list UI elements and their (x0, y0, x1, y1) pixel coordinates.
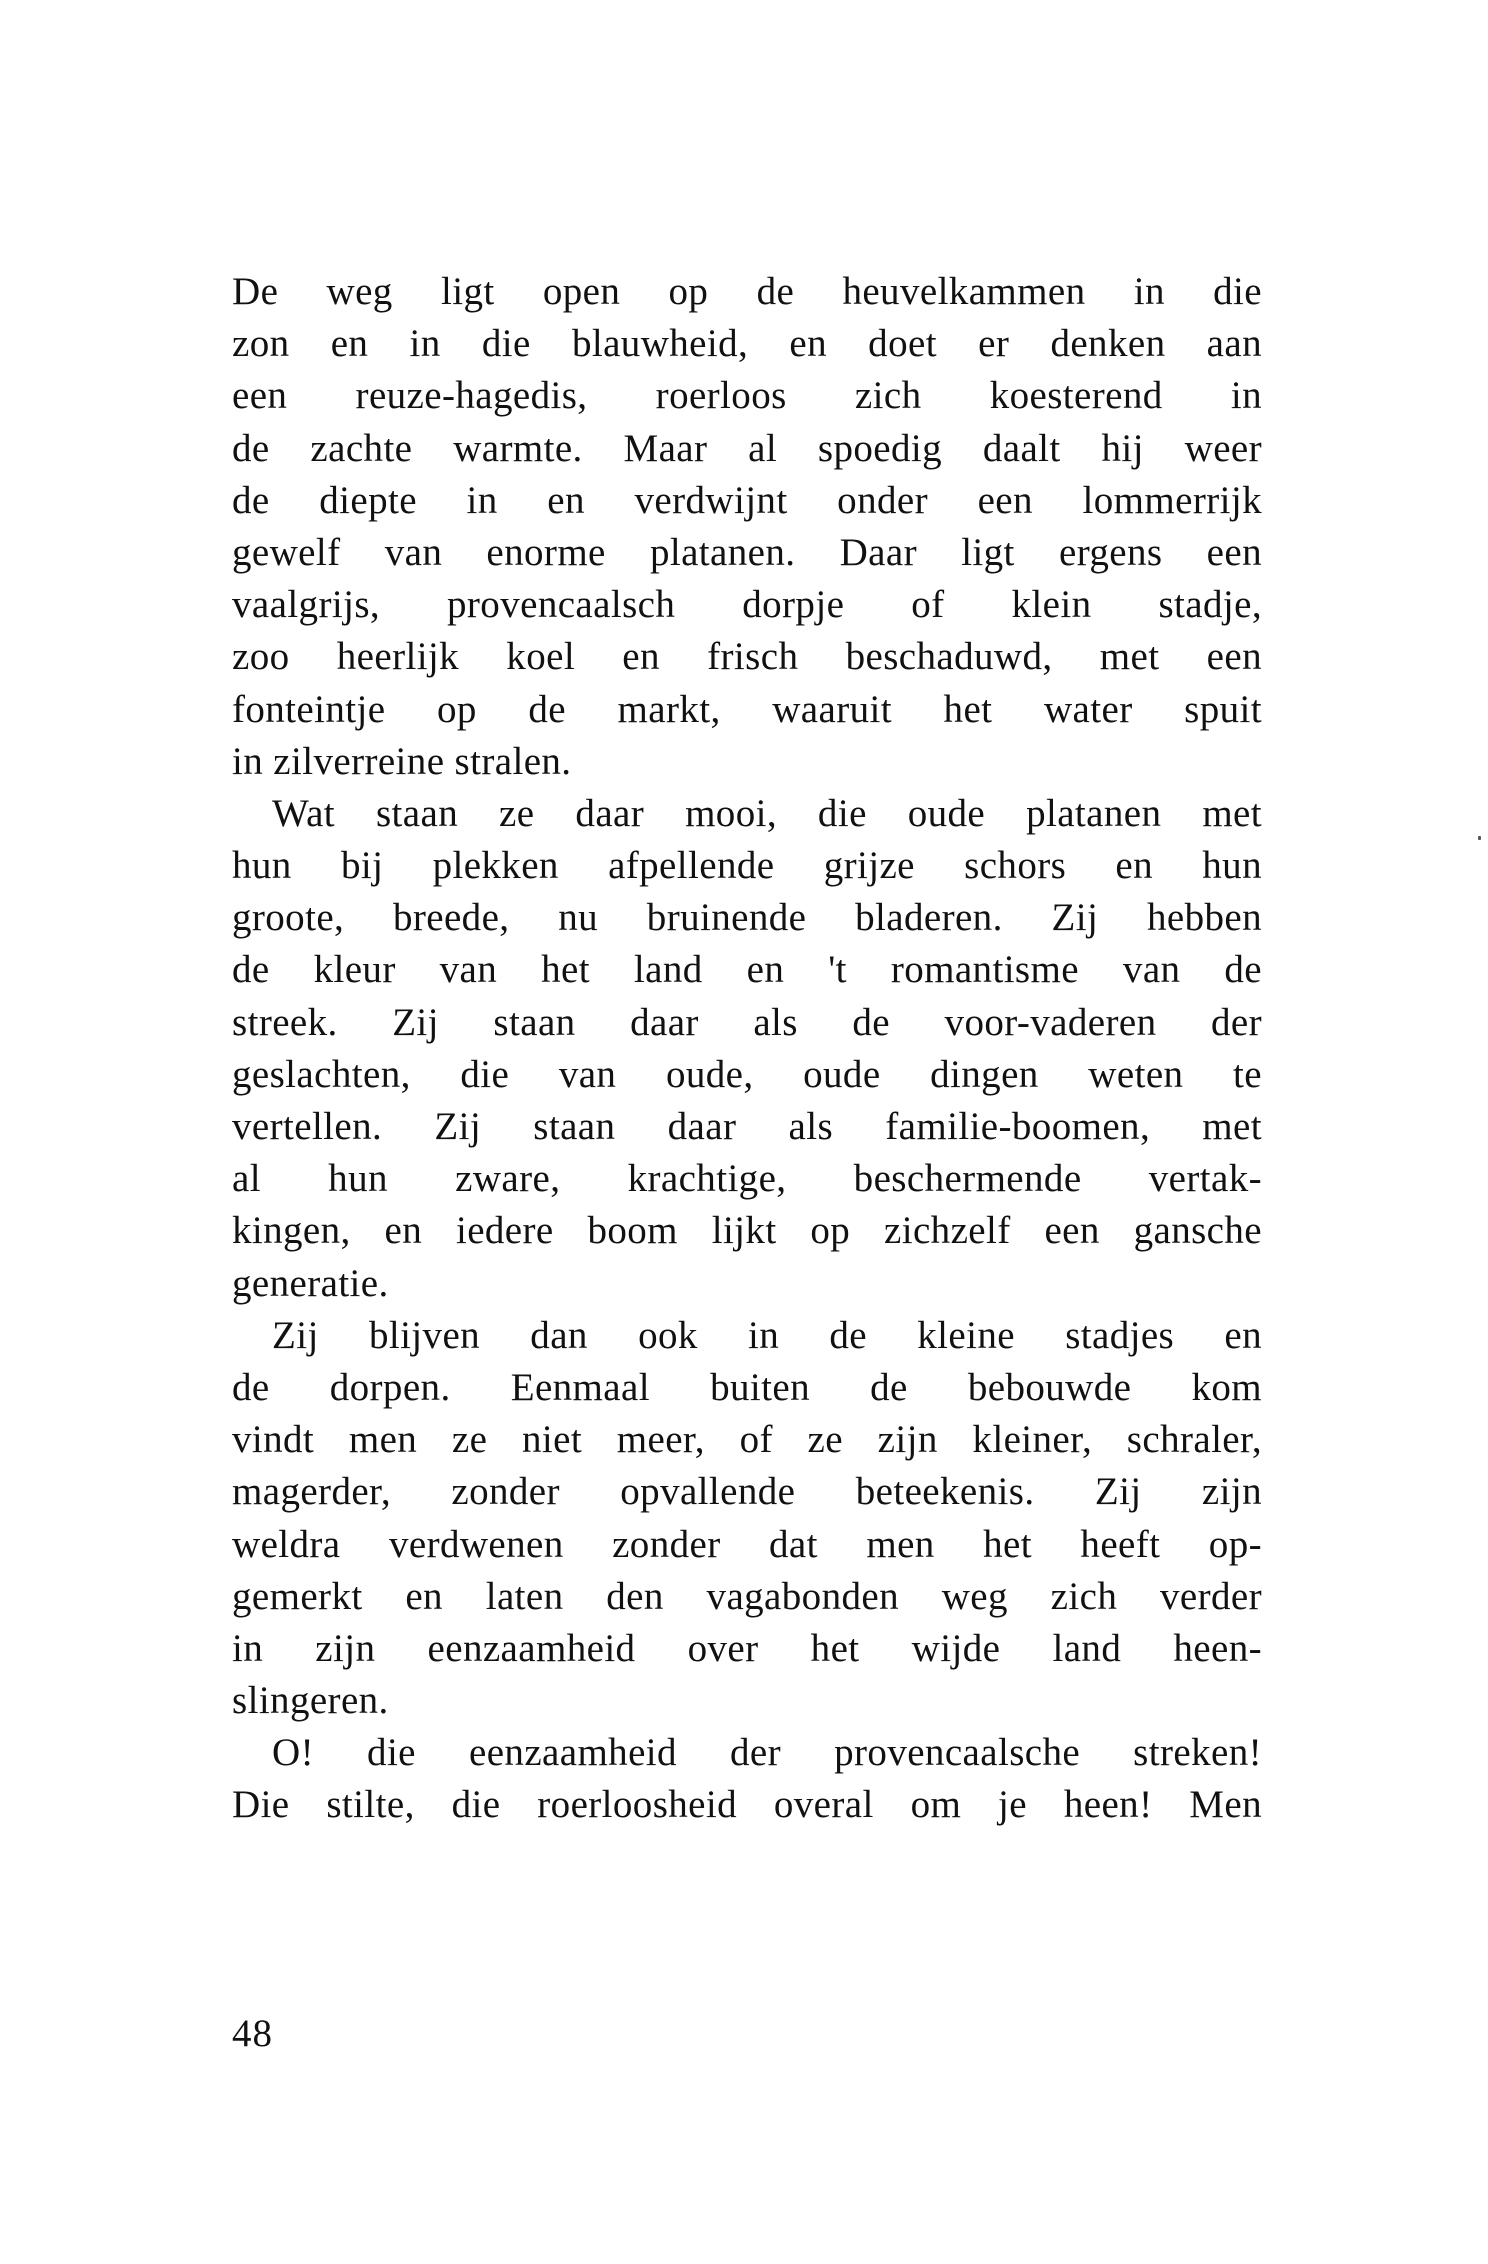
page-number: 48 (232, 2012, 273, 2055)
text-line: Zij blijven dan ook in de kleine stadjes en (272, 1313, 1262, 1357)
text-line: slingeren. (232, 1679, 389, 1723)
text-line: magerder, zonder opvallende beteekenis. Zij zijn (232, 1470, 1262, 1514)
text-line: in zijn eenzaamheid over het wijde land heen- (232, 1626, 1262, 1670)
text-line: Die stilte, die roerloosheid overal om je heen! Men (232, 1783, 1262, 1827)
text-line: geslachten, die van oude, oude dingen weten te (232, 1052, 1262, 1096)
text-line: gewelf van enorme platanen. Daar ligt ergens een (232, 530, 1262, 574)
text-line: de kleur van het land en 't romantisme van de (232, 948, 1262, 992)
body-text (232, 266, 1262, 1832)
text-line: al hun zware, krachtige, beschermende vertak- (232, 1157, 1262, 1201)
text-line: hun bij plekken afpellende grijze schors en hun (232, 844, 1262, 888)
text-line: Wat staan ze daar mooi, die oude platanen met (272, 791, 1262, 835)
text-line: de zachte warmte. Maar al spoedig daalt hij weer (232, 426, 1262, 470)
print-speck (1478, 836, 1481, 840)
text-line: zon en in die blauwheid, en doet er denken aan (232, 322, 1262, 366)
text-line: zoo heerlijk koel en frisch beschaduwd, met een (232, 635, 1262, 679)
text-line: in zilverreine stralen. (232, 739, 572, 783)
text-line: groote, breede, nu bruinende bladeren. Zij hebben (232, 896, 1262, 940)
text-line: De weg ligt open op de heuvelkammen in die (232, 270, 1262, 313)
text-line: streek. Zij staan daar als de voor-vaderen der (232, 1000, 1262, 1044)
text-line: de dorpen. Eenmaal buiten de bebouwde kom (232, 1365, 1262, 1409)
text-line: vaalgrijs, provencaalsch dorpje of klein stadje, (232, 583, 1262, 627)
text-line: een reuze-hagedis, roerloos zich koesterend in (232, 374, 1262, 418)
text-line: gemerkt en laten den vagabonden weg zich verder (232, 1574, 1262, 1618)
text-line: fonteintje op de markt, waaruit het water spuit (232, 687, 1262, 731)
text-line: O! die eenzaamheid der provencaalsche streken! (272, 1731, 1262, 1775)
text-line: kingen, en iedere boom lijkt op zichzelf een gansche (232, 1209, 1262, 1253)
text-line: de diepte in en verdwijnt onder een lommerrijk (232, 478, 1262, 522)
text-line: vindt men ze niet meer, of ze zijn kleiner, schraler, (232, 1418, 1262, 1462)
text-line: vertellen. Zij staan daar als familie-boomen, met (232, 1105, 1262, 1148)
text-line: generatie. (232, 1261, 389, 1305)
text-line: weldra verdwenen zonder dat men het heeft op- (232, 1522, 1262, 1566)
